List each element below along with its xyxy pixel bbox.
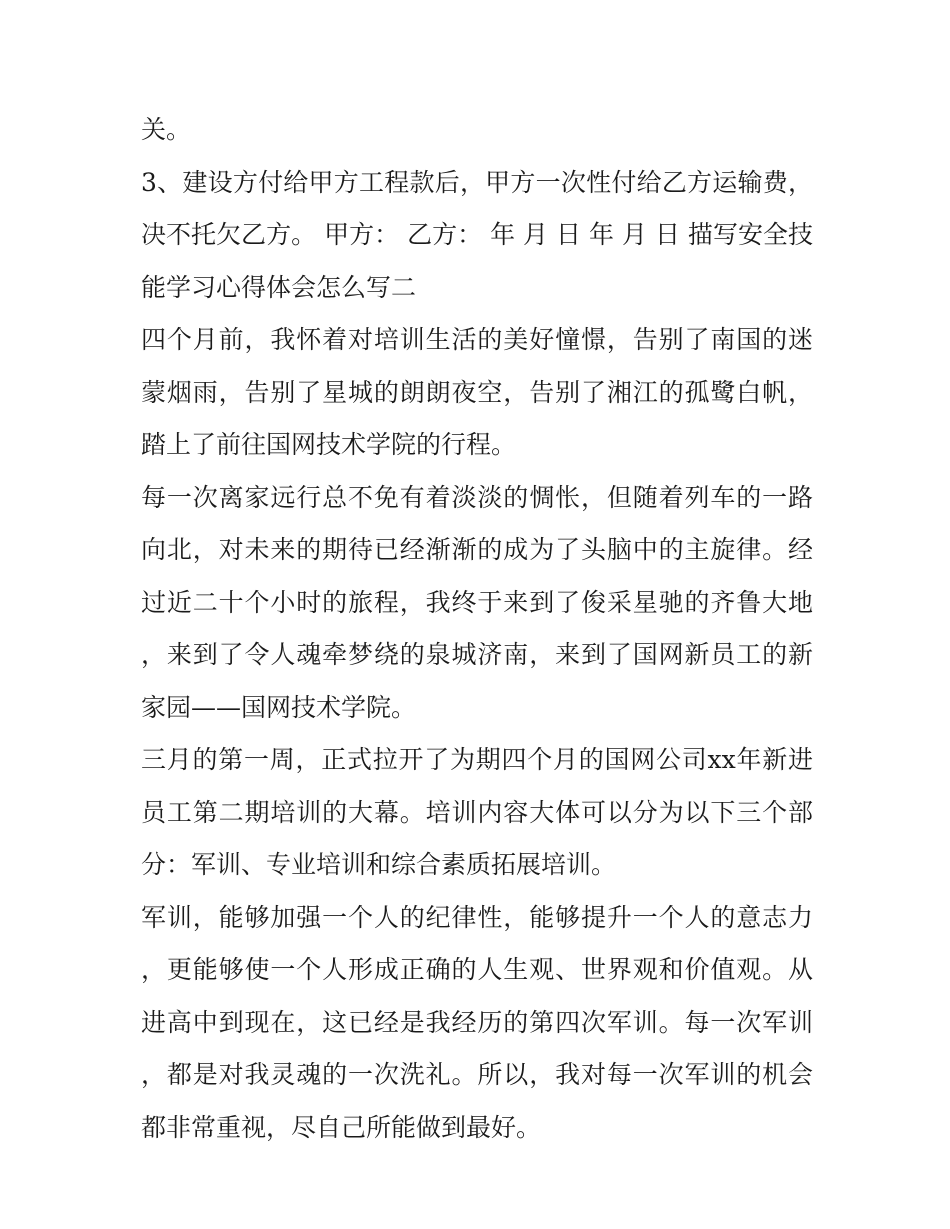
document-body <box>141 104 813 1154</box>
paragraph-4: 每一次离家远行总不免有着淡淡的惆怅，但随着列车的一路向北，对未来的期待已经渐渐的成为了头脑中的主旋律。经过近二十个小时的旅程，我终于来到了俊采星驰的齐鲁大地，来到了令人魂牵梦绕的泉城济南，来到了国网新员工的新家园——国网技术学院。 <box>141 482 813 722</box>
paragraph-5: 三月的第一周，正式拉开了为期四个月的国网公司xx年新进员工第二期培训的大幕。培训内容大体可以分为以下三个部分：军训、专业培训和综合素质拓展培训。 <box>141 745 813 879</box>
paragraph-3: 四个月前，我怀着对培训生活的美好憧憬，告别了南国的迷蒙烟雨，告别了星城的朗朗夜空，告别了湘江的孤鹭白帆，踏上了前往国网技术学院的行程。 <box>141 325 813 459</box>
paragraph-6: 军训，能够加强一个人的纪律性，能够提升一个人的意志力，更能够使一个人形成正确的人生观、世界观和价值观。从进高中到现在，这已经是我经历的第四次军训。每一次军训，都是对我灵魂的一次洗礼。所以，我对每一次军训的机会都非常重视，尽自己所能做到最好。 <box>141 902 813 1142</box>
paragraph-2: 3、建设方付给甲方工程款后，甲方一次性付给乙方运输费，决不托欠乙方。 甲方： 乙方： 年 月 日 年 月 日 描写安全技能学习心得体会怎么写二 <box>141 167 813 302</box>
paragraph-1: 关。 <box>141 115 192 144</box>
